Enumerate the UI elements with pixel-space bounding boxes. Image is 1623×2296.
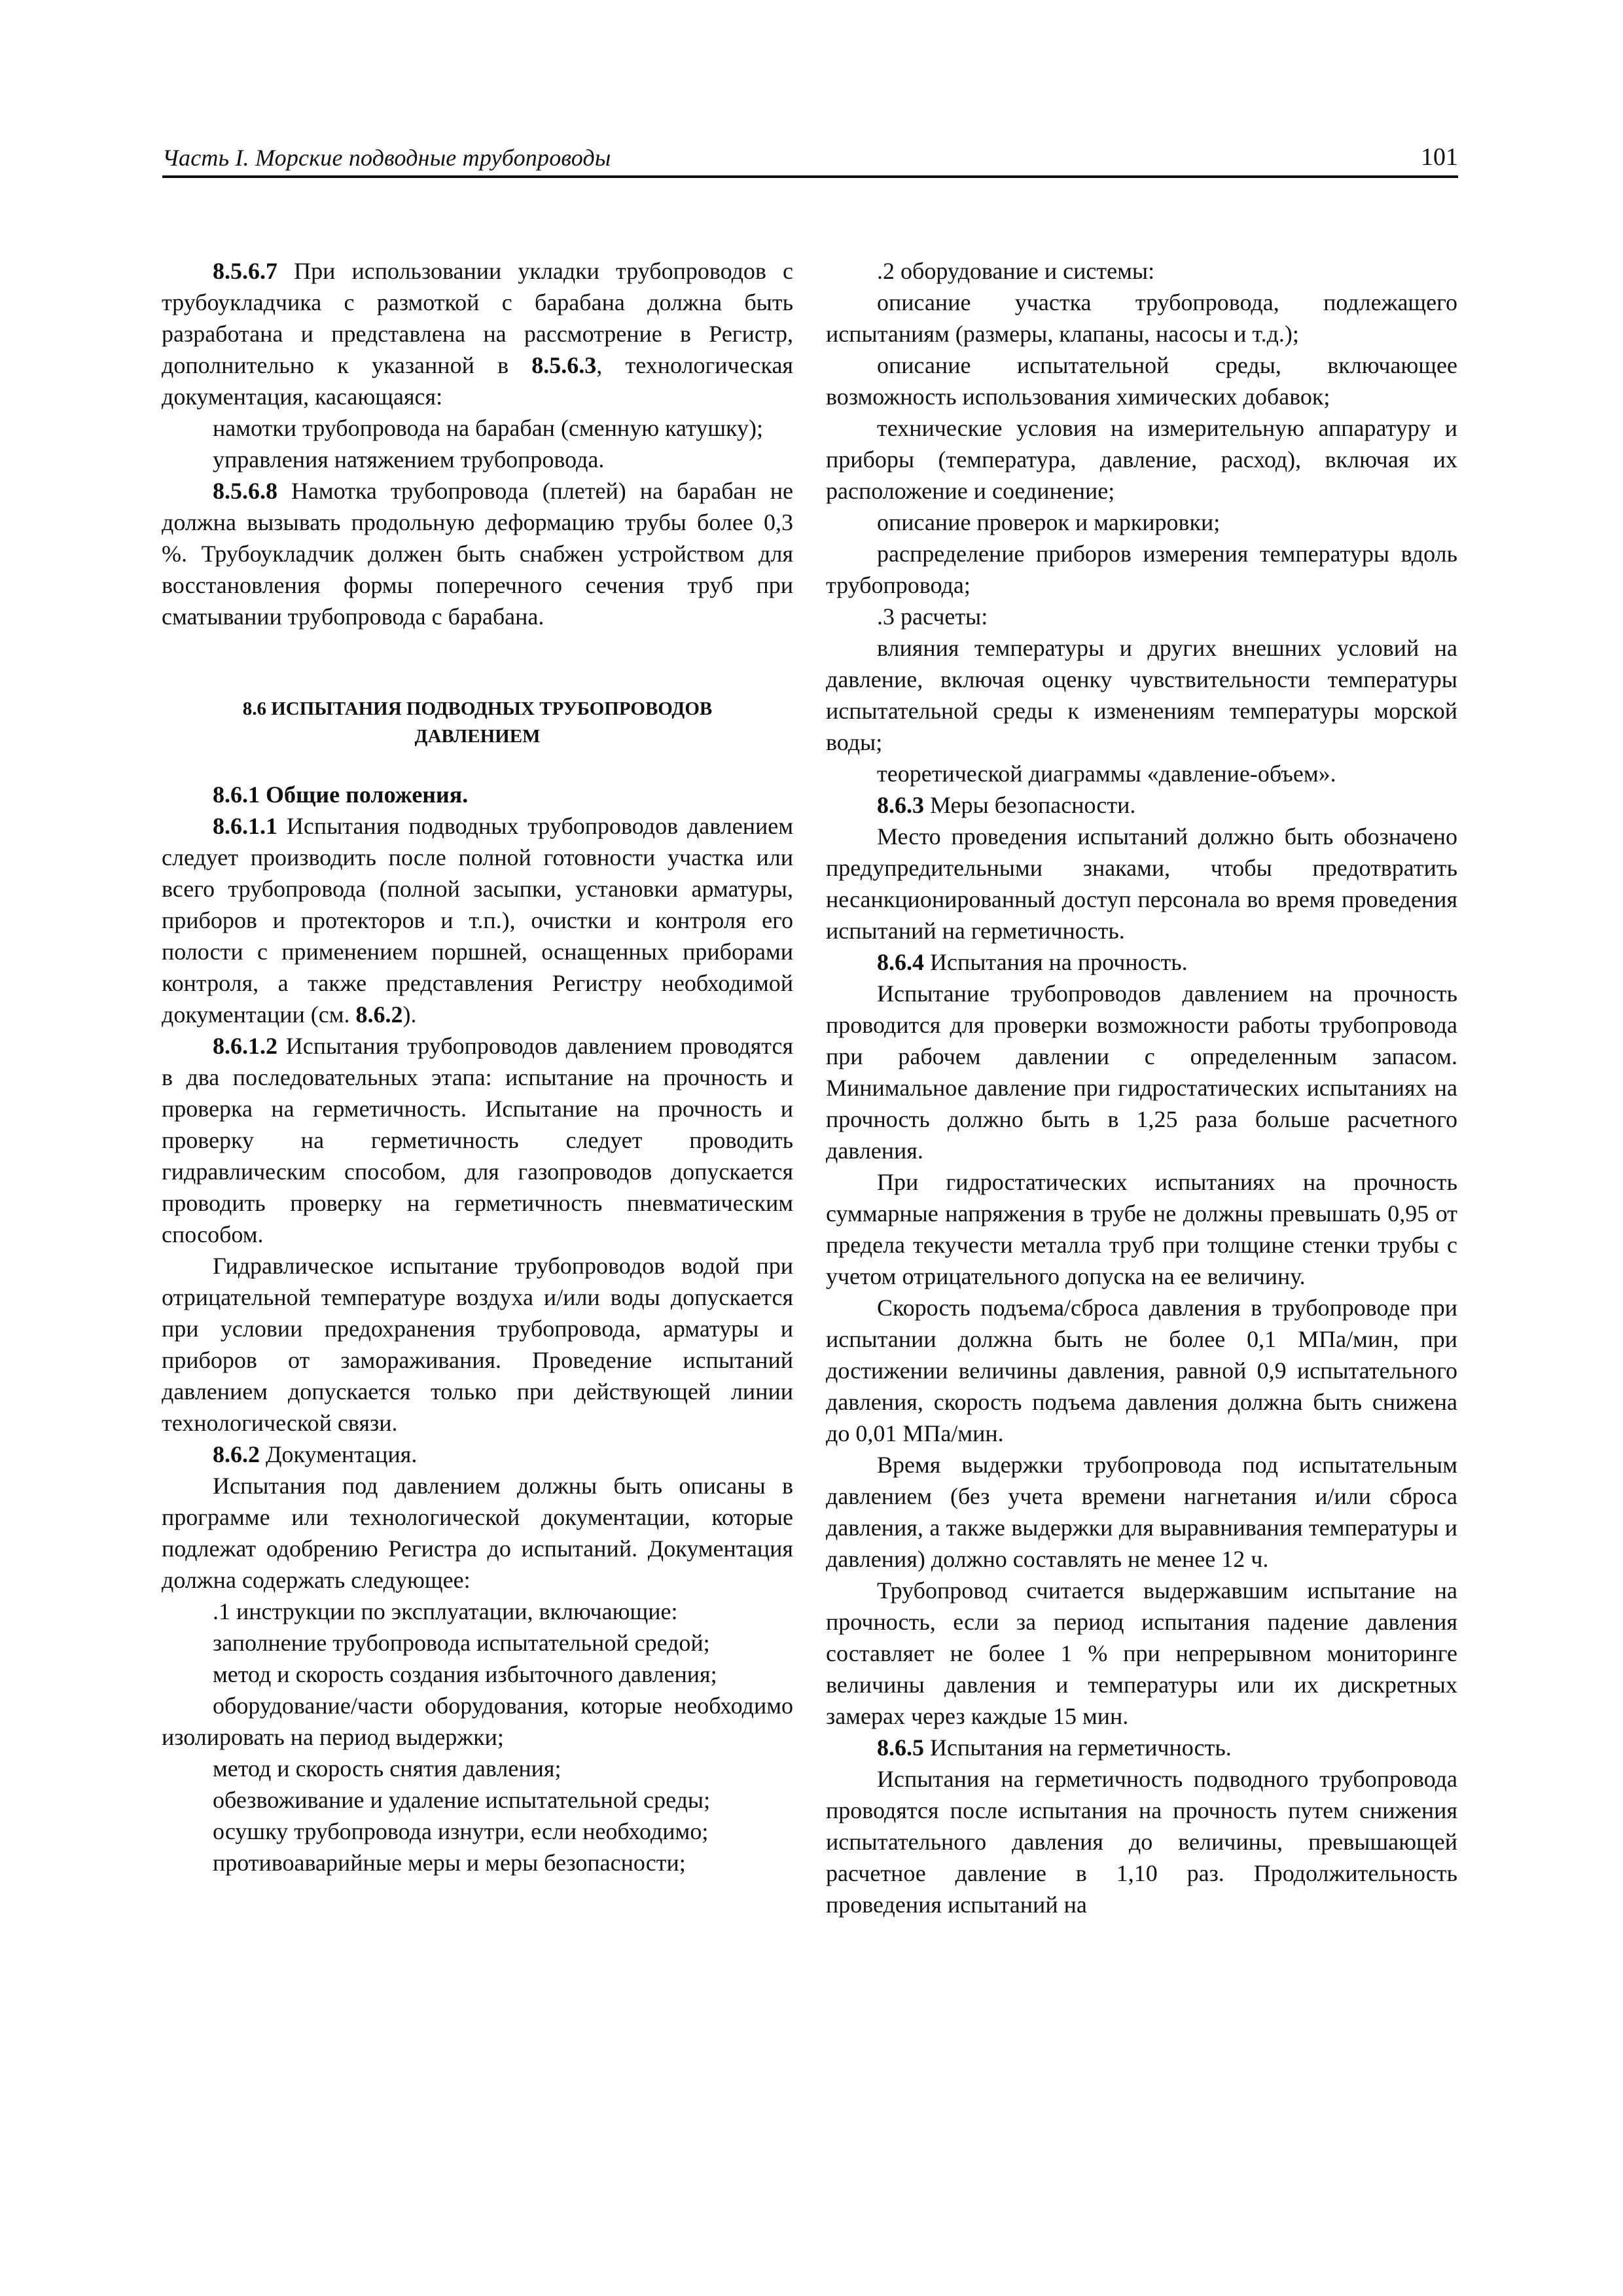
list-item: метод и скорость создания избыточного давления;: [213, 1661, 717, 1687]
page-number: 101: [1421, 143, 1458, 171]
clause-number: 8.6.1.2: [213, 1033, 277, 1059]
paragraph: [162, 255, 793, 412]
paragraph-text: При использовании укладки трубопроводов с трубоукладчика с размоткой с барабана должна быть разработана и представлена на рассмотрение в Регистр, дополнительно к указанной в: [162, 258, 793, 378]
paragraph: [162, 810, 793, 1030]
list-item: влияния температуры и других внешних условий на давление, включая оценку чувствительности температуры испытательной среды к изменениям температуры морской воды;: [826, 635, 1457, 755]
clause-number: 8.6.1: [213, 781, 260, 808]
paragraph: [826, 946, 1457, 978]
clause-number: 8.6.4: [877, 949, 924, 975]
paragraph: управления натяжением трубопровода.: [213, 446, 605, 473]
list-item: метод и скорость снятия давления;: [213, 1755, 562, 1782]
section-heading: 8.6 ИСПЫТАНИЯ ПОДВОДНЫХ ТРУБОПРОВОДОВ ДАВЛЕНИЕМ: [242, 698, 713, 747]
paragraph: Испытание трубопроводов давлением на прочность проводится для проверки возможности работы трубопровода при рабочем давлении с определенным запасом. Минимальное давление при гидростатических испытаниях на прочность должно быть в 1,25 раза больше расчетного давления.: [826, 980, 1457, 1164]
list-item: теоретической диаграммы «давление-объем».: [877, 761, 1336, 787]
list-item: описание проверок и маркировки;: [877, 509, 1221, 535]
paragraph: Трубопровод считается выдержавшим испытание на прочность, если за период испытания падение давления составляет не более 1 % при непрерывном мониторинге величины давления и температуры или их дискретных замерах через каждые 15 мин.: [826, 1577, 1457, 1729]
paragraph: Испытания под давлением должны быть описаны в программе или технологической документации, которые подлежат одобрению Регистра до испытаний. Документация должна содержать следующее:: [162, 1473, 793, 1593]
paragraph-text: Намотка трубопровода (плетей) на барабан не должна вызывать продольную деформацию трубы более 0,3 %. Трубоукладчик должен быть снабжен устройством для восстановления формы поперечного сечения труб при сматывании трубопровода с барабана.: [162, 478, 793, 630]
paragraph-text: Испытания подводных трубопроводов давлением следует производить после полной готовности участка или всего трубопровода (полной засыпки, установки арматуры, приборов и протекторов и т.п.), очистки и контроля его полости с применением поршней, оснащенных приборами контроля, а также представления Регистру необходимой документации (см.: [162, 813, 793, 1028]
running-title: Часть I. Морские подводные трубопроводы: [162, 145, 611, 171]
page-header: [162, 143, 1458, 178]
paragraph: намотки трубопровода на барабан (сменную катушку);: [213, 415, 764, 441]
paragraph: [162, 1439, 793, 1470]
paragraph-text: Испытания трубопроводов давлением проводятся в два последовательных этапа: испытание на прочность и проверка на герметичность. Испытание на прочность и проверку на герметичность следует проводить гидравлическим способом, для газопроводов допускается проводить проверку на герметичность пневматическим способом.: [162, 1033, 793, 1247]
right-column: [826, 255, 1457, 1920]
list-item: обезвоживание и удаление испытательной среды;: [213, 1787, 711, 1813]
clause-reference: 8.6.2: [355, 1001, 403, 1028]
paragraph: Гидравлическое испытание трубопроводов водой при отрицательной температуре воздуха и/или воды допускается при условии предохранения трубопровода, арматуры и приборов от замораживания. Проведение испытаний давлением допускается только при действующей линии технологической связи.: [162, 1253, 793, 1436]
clause-title: Документация.: [260, 1441, 418, 1467]
list-item: оборудование/части оборудования, которые необходимо изолировать на период выдержки;: [162, 1693, 793, 1750]
list-item: заполнение трубопровода испытательной средой;: [213, 1630, 710, 1656]
list-item: .1 инструкции по эксплуатации, включающие:: [213, 1598, 678, 1624]
paragraph: [826, 789, 1457, 821]
paragraph: Время выдержки трубопровода под испытательным давлением (без учета времени нагнетания и/или сброса давления, а также выдержки для выравнивания температуры и давления) должно составлять не менее 12 ч.: [826, 1452, 1457, 1572]
clause-title: Испытания на прочность.: [924, 949, 1188, 975]
clause-title: Испытания на герметичность.: [924, 1734, 1232, 1761]
paragraph: [162, 1030, 793, 1250]
paragraph: [826, 1732, 1457, 1763]
list-item: противоаварийные меры и меры безопасности;: [213, 1850, 686, 1876]
paragraph: [162, 779, 793, 810]
clause-title: Меры безопасности.: [924, 792, 1136, 818]
paragraph-text: ).: [402, 1001, 417, 1028]
paragraph: При гидростатических испытаниях на прочность суммарные напряжения в трубе не должны превышать 0,95 от предела текучести металла труб при толщине стенки трубы с учетом отрицательного допуска на ее величину.: [826, 1169, 1457, 1289]
list-item: технические условия на измерительную аппаратуру и приборы (температура, давление, расход), включая их расположение и соединение;: [826, 415, 1457, 504]
paragraph: Скорость подъема/сброса давления в трубопроводе при испытании должна быть не более 0,1 МПа/мин, при достижении величины давления, равной 0,9 испытательного давления, скорость подъема давления должна быть снижена до 0,01 МПа/мин.: [826, 1295, 1457, 1446]
list-item: распределение приборов измерения температуры вдоль трубопровода;: [826, 541, 1457, 598]
list-item: описание участка трубопровода, подлежащего испытаниям (размеры, клапаны, насосы и т.д.);: [826, 289, 1457, 347]
list-item: осушку трубопровода изнутри, если необходимо;: [213, 1818, 709, 1844]
clause-number: 8.6.2: [213, 1441, 260, 1467]
list-item: .2 оборудование и системы:: [877, 258, 1155, 284]
paragraph-text: , технологическая документация, касающаяся:: [162, 352, 793, 410]
clause-title: Общие положения.: [260, 781, 469, 808]
paragraph: Место проведения испытаний должно быть обозначено предупредительными знаками, чтобы предотвратить несанкционированный доступ персонала во время проведения испытаний на герметичность.: [826, 823, 1457, 944]
paragraph: [162, 475, 793, 632]
clause-number: 8.5.6.8: [213, 478, 277, 504]
left-column: [162, 255, 793, 1878]
paragraph: Испытания на герметичность подводного трубопровода проводятся после испытания на прочность путем снижения испытательного давления до величины, превышающей расчетное давление в 1,10 раз. Продолжительность проведения испытаний на: [826, 1766, 1457, 1918]
clause-number: 8.6.3: [877, 792, 924, 818]
clause-reference: 8.5.6.3: [531, 352, 597, 378]
clause-number: 8.5.6.7: [213, 258, 277, 284]
list-item: описание испытательной среды, включающее возможность использования химических добавок;: [826, 352, 1457, 410]
clause-number: 8.6.1.1: [213, 813, 277, 839]
list-item: .3 расчеты:: [877, 603, 988, 630]
clause-number: 8.6.5: [877, 1734, 924, 1761]
